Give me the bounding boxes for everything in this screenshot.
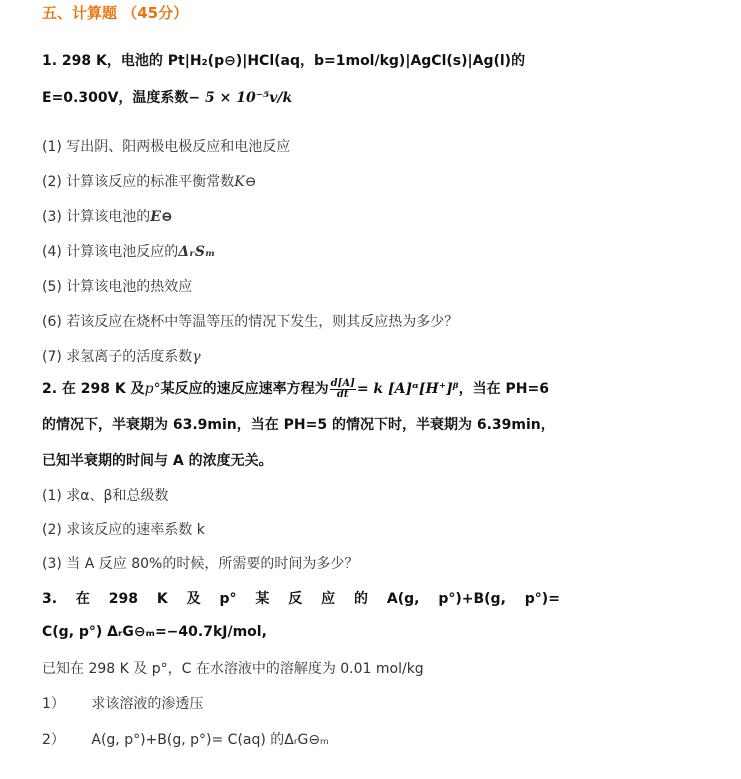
section-title: 五、计算题 （45分）	[42, 4, 189, 22]
q1-symbol-e: E⊖	[150, 209, 173, 225]
q2-fraction-numerator: d[A]	[330, 377, 355, 389]
q2-fraction-denominator: dt	[336, 388, 349, 400]
q1-item-7-text: (7) 求氢离子的活度系数	[42, 349, 193, 365]
q1-item-5: (5) 计算该电池的热效应	[42, 279, 193, 295]
q1-item-3-text: (3) 计算该电池的	[42, 209, 151, 225]
q2-rate-equation: = k [A]ᵅ[H⁺]ᵝ	[356, 381, 459, 397]
q3-item-1-text: 求该溶液的渗透压	[91, 696, 204, 712]
q3-line-3: 已知在 298 K 及 p°，C 在水溶液中的溶解度为 0.01 mol/kg	[42, 661, 424, 677]
q3-line-1: 3. 在 298 K 及 p° 某 反 应 的 A(g, p°)+B(g, p°)=	[42, 591, 560, 607]
q2-line-1-suffix: ，当在 PH=6	[458, 381, 549, 397]
q2-line-1-mid: 某反应的速反应速率方程为	[160, 381, 329, 397]
q2-item-2: (2) 求该反应的速率系数 k	[42, 522, 205, 538]
q1-item-1: (1) 写出阴、阳两极电极反应和电池反应	[42, 139, 291, 155]
q2-rate-fraction	[330, 379, 356, 400]
q3-line-2: C(g, p°) ΔᵣG⊖ₘ=−40.7kJ/mol,	[42, 624, 267, 640]
q1-line-2-prefix: E=0.300V，温度系数	[42, 90, 189, 106]
q3-item-2-number: 2）	[42, 732, 65, 748]
q1-line-1: 1. 298 K，电池的 Pt|H₂(p⊖)|HCl(aq，b=1mol/kg)|AgCl(s)|Ag(l)的	[42, 53, 526, 69]
q1-item-4	[42, 241, 215, 261]
q3-item-2	[42, 729, 329, 749]
q1-symbol-ds: ΔᵣSₘ	[178, 244, 216, 260]
q1-line-2	[42, 87, 292, 107]
q2-line-2: 的情况下，半衰期为 63.9min，当在 PH=5 的情况下时，半衰期为 6.39min，	[42, 417, 555, 433]
q1-item-4-text: (4) 计算该电池反应的	[42, 244, 179, 260]
q1-item-2-text: (2) 计算该反应的标准平衡常数	[42, 174, 235, 190]
q3-item-1	[42, 693, 203, 713]
q2-line-3: 已知半衰期的时间与 A 的浓度无关。	[42, 453, 273, 469]
q1-symbol-k: K⊖	[234, 174, 257, 190]
q3-item-1-number: 1）	[42, 696, 65, 712]
q2-item-1: (1) 求α、β和总级数	[42, 488, 169, 504]
q1-item-2	[42, 171, 256, 191]
q2-line-1-prefix: 2. 在 298 K 及	[42, 381, 145, 397]
q1-item-7	[42, 346, 201, 366]
q1-symbol-gamma: γ	[192, 349, 201, 365]
q1-temp-coef: − 5 × 10⁻⁵	[188, 90, 270, 106]
q1-item-3	[42, 206, 173, 226]
q1-temp-unit: v/k	[269, 90, 293, 106]
q1-item-6: (6) 若该反应在烧杯中等温等压的情况下发生，则其反应热为多少？	[42, 314, 459, 330]
q2-line-1	[42, 378, 549, 400]
q3-item-2-text: A(g, p°)+B(g, p°)= C(aq) 的ΔᵣG⊖ₘ	[91, 732, 329, 748]
q2-item-3: (3) 当 A 反应 80%的时候，所需要的时间为多少？	[42, 556, 359, 572]
q2-pressure-symbol: p°	[144, 381, 161, 397]
